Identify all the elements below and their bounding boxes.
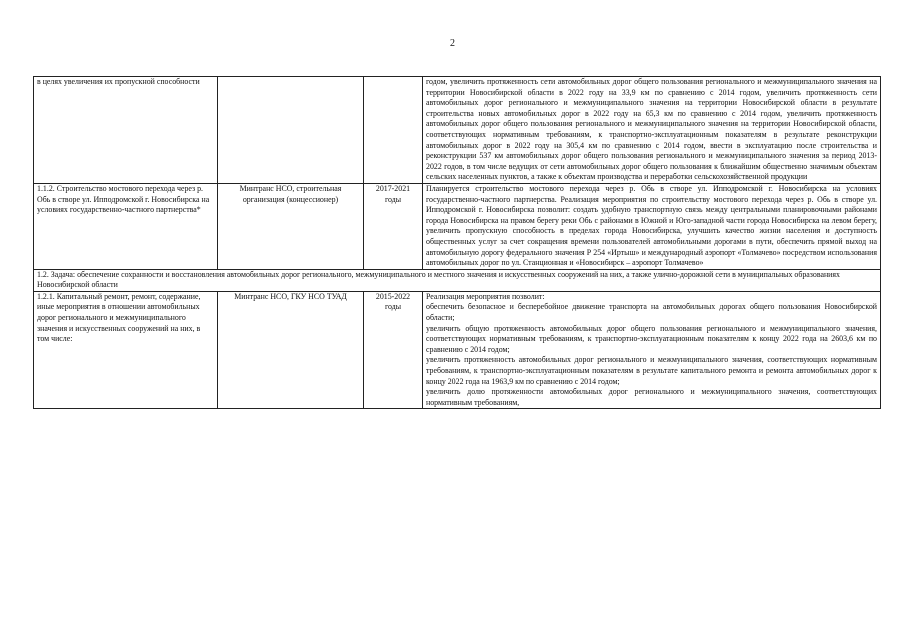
result-paragraph: обеспечить безопасное и бесперебойное движение транспорта на автомобильных дорогах общего пользования Новосибирской области; <box>426 302 877 323</box>
period-cell: 2017-2021 годы <box>364 183 423 269</box>
task-heading: 1.2. Задача: обеспечение сохранности и восстановления автомобильных дорог регионального, межмуниципального и местного значения и искусственных сооружений на них, а также улично-дорожной сети в муниципальных образованиях Новосибирской области <box>34 269 881 291</box>
measure-name-cell: 1.2.1. Капитальный ремонт, ремонт, содержание, иные мероприятия в отношении автомобильных дорог регионального и межмуниципального значения и искусственных сооружений на них, в том числе: <box>34 291 218 409</box>
executor-cell: Минтранс НСО, ГКУ НСО ТУАД <box>218 291 364 409</box>
expected-result-cell: Планируется строительство мостового перехода через р. Обь в створе ул. Ипподромской г. Новосибирска на условиях государственно-частного партнерства. Реализация мероприятия по строительству мостового перехода через р. Обь в створе ул. Ипподромской г. Новосибирска позволит: создать удобную транспортную связь между центральными планировочными районами города Новосибирска на правом берегу реки Обь с районами в Южной и Юго-западной части города Новосибирска на левом берегу, увеличить пропускную способность в пределах города Новосибирска, улучшить качество жизни населения и доступность общественных услуг за счет сокращения времени пользователей автомобильными дорогами в пути, обеспечить прямой выход на автомобильную дорогу федерального значения Р 254 «Иртыш» и международный аэропорт «Толмачево» посредством использования автомобильных дорог по ул. Станционная и «Новосибирск – аэропорт Толмачево» <box>423 183 881 269</box>
measure-name-cell: 1.1.2. Строительство мостового перехода через р. Обь в створе ул. Ипподромской г. Новосибирска на условиях государственно-частного партнерства* <box>34 183 218 269</box>
period-cell <box>364 77 423 184</box>
result-paragraph: увеличить протяженность автомобильных дорог регионального и межмуниципального значения, соответствующих нормативным требованиям, к транспортно-эксплуатационным показателям в результате капитального ремонта и ремонта автомобильных дорог к концу 2022 года на 1963,9 км по сравнению с 2014 годом; <box>426 355 877 386</box>
table-row <box>34 291 881 409</box>
task-row <box>34 269 881 291</box>
expected-result-cell: годом, увеличить протяженность сети автомобильных дорог общего пользования регионального и межмуниципального значения на территории Новосибирской области в 2022 году на 33,9 км по сравнению с 2014 годом, увеличить протяженность сети автомобильных дорог регионального и межмуниципального значения на территории Новосибирской области в результате строительства новых автомобильных дорог в 2022 году на 65,3 км по сравнению с 2014 годом, увеличить протяженность автомобильных дорог общего пользования регионального и межмуниципального значения на территории Новосибирской области, соответствующих нормативным требованиям, к транспортно-эксплуатационным показателям в результате реконструкции автомобильных дорог в 2022 году на 305,4 км по сравнению с 2014 годом, ввести в эксплуатацию после строительства и реконструкции 537 км автомобильных дорог общего пользования регионального и межмуниципального значения за период 2013-2022 годов, в том числе ведущих от сети автомобильных дорог общего пользования к ближайшим общественно значимым объектам сельских населенных пунктов, а также к объектам производства и переработки сельскохозяйственной продукции <box>423 77 881 184</box>
executor-cell: Минтранс НСО, строительная организация (концессионер) <box>218 183 364 269</box>
table-row <box>34 183 881 269</box>
measures-table <box>33 76 881 409</box>
table-row <box>34 77 881 184</box>
expected-result-cell <box>423 291 881 409</box>
result-paragraph: увеличить общую протяженность автомобильных дорог общего пользования регионального и межмуниципального значения, соответствующих нормативным требованиям, к транспортно-эксплуатационным показателям к концу 2022 года на 2603,6 км по сравнению с 2014 годом; <box>426 323 877 354</box>
period-cell: 2015-2022 годы <box>364 291 423 409</box>
result-paragraph: Реализация мероприятия позволит: <box>426 291 545 301</box>
result-paragraph: увеличить долю протяженности автомобильных дорог регионального и межмуниципального значения, соответствующих нормативным требованиям, <box>426 387 877 407</box>
measure-name-cell: в целях увеличения их пропускной способности <box>34 77 218 184</box>
page-number: 2 <box>450 38 455 49</box>
executor-cell <box>218 77 364 184</box>
